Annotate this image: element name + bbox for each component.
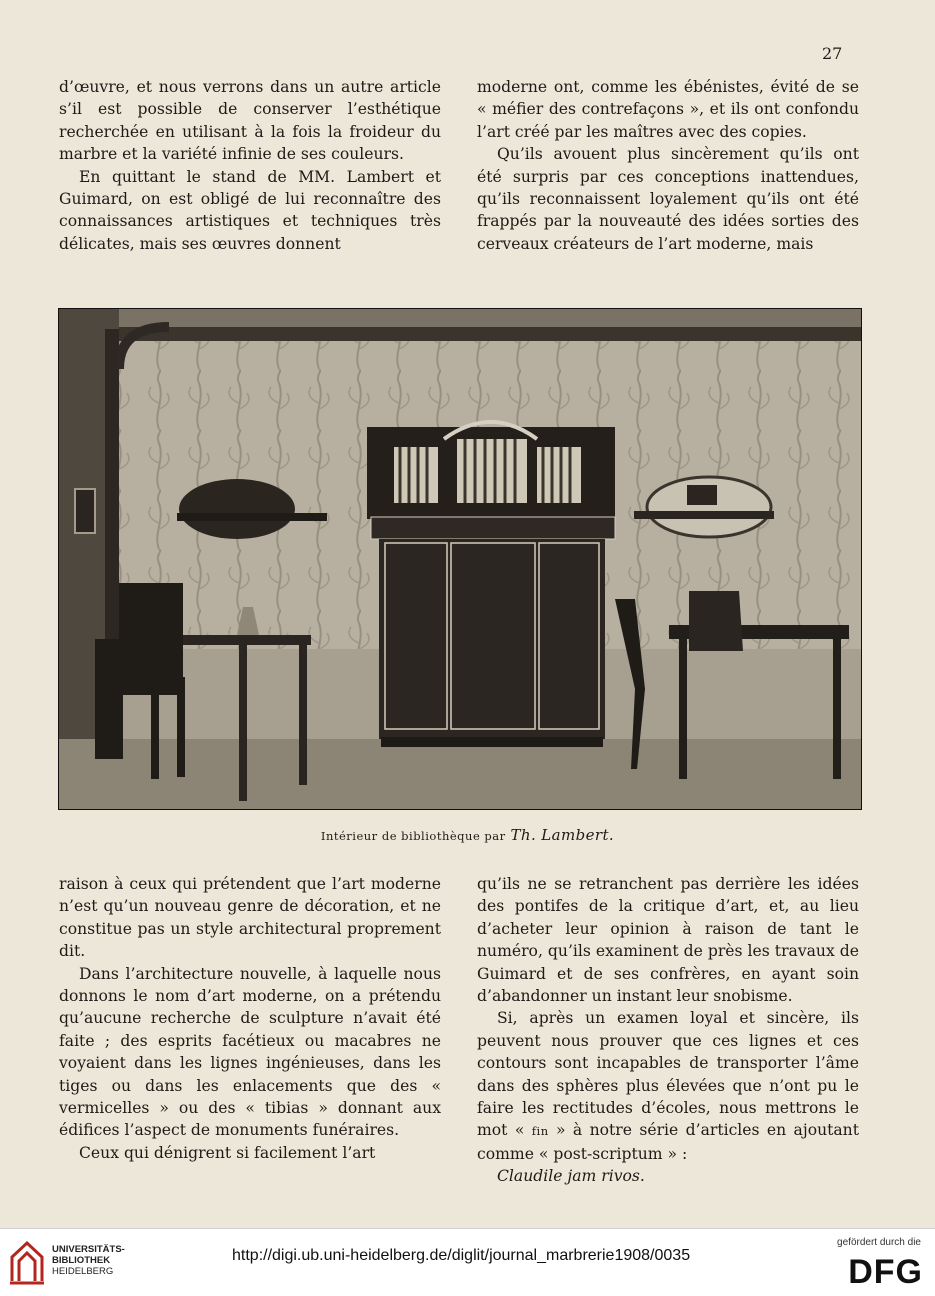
university-library-logo-icon: [8, 1239, 46, 1285]
paragraph: moderne ont, comme les ébénistes, évité de se « méfier des contrefaçons », et ils ont confondu l’art créé par les maîtres avec des copies.: [477, 78, 859, 141]
paragraph: Dans l’architecture nouvelle, à laquelle nous donnons le nom d’art moderne, on a prétendu qu’aucune recherche de sculpture n’avait été faite ; des esprits facétieux ou macabres ne voyaient dans les lignes ingénieuses, dans les tiges ou dans les enlacements que des « vermicelles » ou des « tibias » donnant aux édifices l’aspect de monuments funéraires.: [59, 964, 441, 1140]
library-interior-illustration: [59, 309, 861, 809]
paragraph: Ceux qui dénigrent si facilement l’art: [79, 1143, 376, 1162]
caption-author: Th. Lambert.: [510, 826, 615, 844]
text-column-top-left: [59, 76, 441, 255]
paragraph-text: » à notre série d’articles en ajoutant comme « post-scriptum » :: [477, 1121, 859, 1163]
digitization-footer: [0, 1228, 935, 1296]
paragraph: En quittant le stand de MM. Lambert et Guimard, on est obligé de lui reconnaître des connaissances artistiques et techniques très délicates, mais ses œuvres donnent: [59, 167, 441, 253]
paragraph-text: Si, après un examen loyal et sincère, ils peuvent nous prouver que ces lignes et ces contours sont incapables de transporter l’âme dans des sphères plus élevées que n’ont pu le faire les rectitudes d’écoles, nous mettrons le mot «: [477, 1009, 859, 1140]
fin-word: fin: [531, 1124, 549, 1139]
funding-note: gefördert durch die: [837, 1237, 921, 1248]
text-column-bottom-right: [477, 873, 859, 1188]
paragraph: d’œuvre, et nous verrons dans un autre article s’il est possible de conserver l’esthétique recherchée en utilisant à la fois la froideur du marbre et la variété infinie de ses couleurs.: [59, 78, 441, 164]
university-library-name: [52, 1244, 125, 1277]
paragraph: [477, 1007, 859, 1165]
university-line: BIBLIOTHEK: [52, 1255, 111, 1266]
university-line: HEIDELBERG: [52, 1266, 114, 1277]
paragraph: Qu’ils avouent plus sincèrement qu’ils ont été surpris par ces conceptions inattendues, qu’ils reconnaissent loyalement qu’ils ont été frappés par la nouveauté des idées sorties des cerveaux créateurs de l’art moderne, mais: [477, 145, 859, 253]
signature: Claudile jam rivos.: [497, 1167, 645, 1186]
page-number: 27: [822, 44, 843, 63]
text-column-top-right: [477, 76, 859, 255]
library-interior-photo: [58, 308, 862, 810]
dfg-logo: DFG: [848, 1253, 923, 1291]
paragraph: qu’ils ne se retranchent pas derrière les idées des pontifes de la critique d’art, et, au lieu d’acheter leur opinion à raison de tant le numéro, qu’ils examinent de près les travaux de Guimard et de ses confrères, en ayant soin d’abandonner un instant leur snobisme.: [477, 875, 859, 1006]
caption-text: Intérieur de bibliothèque par: [320, 829, 506, 843]
digital-library-link[interactable]: http://digi.ub.uni-heidelberg.de/diglit/journal_marbrerie1908/0035: [232, 1247, 691, 1264]
text-column-bottom-left: [59, 873, 441, 1164]
paragraph: raison à ceux qui prétendent que l’art moderne n’est qu’un nouveau genre de décoration, et ne constitue pas un style architectural proprement dit.: [59, 875, 441, 961]
figure-caption: [0, 826, 935, 844]
university-line: UNIVERSITÄTS-: [52, 1244, 125, 1255]
